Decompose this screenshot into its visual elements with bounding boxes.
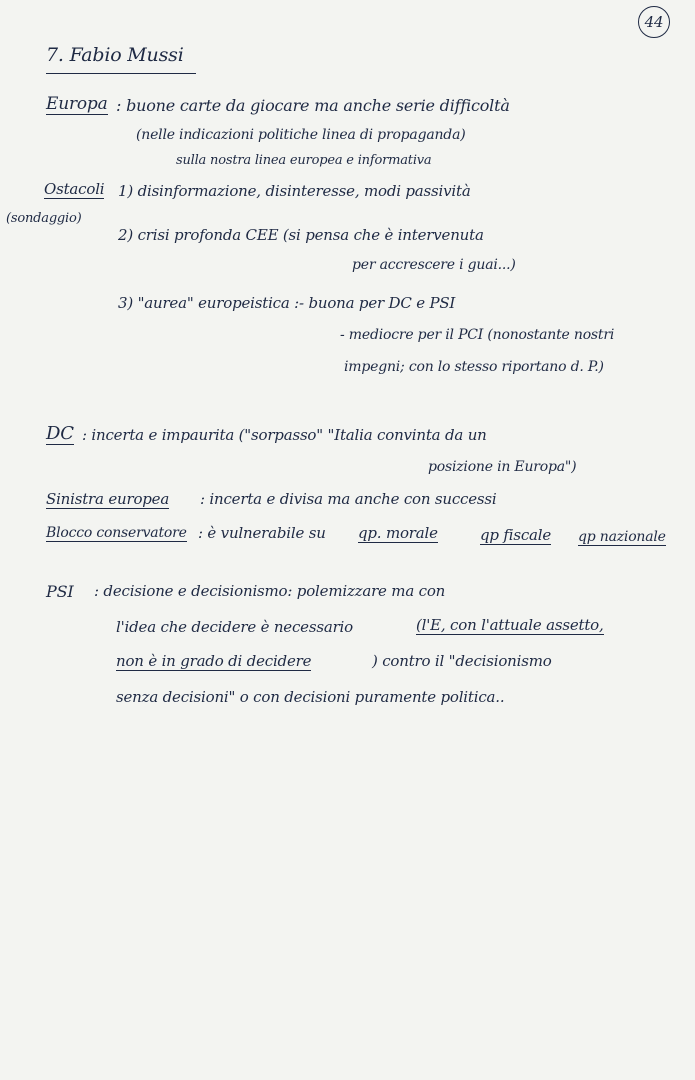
psi-line-2a: l'idea che decidere è necessario bbox=[116, 618, 353, 636]
blocco-line-1: : è vulnerabile su bbox=[198, 524, 326, 542]
blocco-question-fiscale: qp fiscale bbox=[480, 526, 552, 544]
europa-label: Europa bbox=[46, 94, 108, 114]
europa-line-2: (nelle indicazioni politiche linea di propaganda) bbox=[136, 127, 466, 143]
ostacoli-label: Ostacoli bbox=[44, 180, 105, 198]
ostacoli-item-2a: 2) crisi profonda CEE (si pensa che è intervenuta bbox=[118, 226, 484, 244]
ostacoli-item-1: 1) disinformazione, disinteresse, modi passività bbox=[118, 182, 471, 200]
psi-line-3b: ) contro il "decisionismo bbox=[372, 652, 552, 670]
blocco-question-nazionale: qp nazionale bbox=[578, 529, 666, 545]
psi-line-4: senza decisioni" o con decisioni puramente politica.. bbox=[116, 688, 505, 706]
ostacoli-item-3b: - mediocre per il PCI (nonostante nostri bbox=[340, 327, 615, 343]
blocco-label: Blocco conservatore bbox=[46, 525, 187, 541]
ostacoli-item-3c: impegni; con lo stesso riportano d. P.) bbox=[344, 359, 604, 375]
psi-line-2b: (l'E, con l'attuale assetto, bbox=[416, 616, 604, 634]
page-title: 7. Fabio Mussi bbox=[46, 46, 196, 74]
psi-label: PSI bbox=[46, 582, 74, 601]
ostacoli-item-2b: per accrescere i guai...) bbox=[352, 257, 516, 273]
ostacoli-item-3a: 3) "aurea" europeistica :- buona per DC e PSI bbox=[118, 294, 456, 312]
psi-line-3a: non è in grado di decidere bbox=[116, 652, 312, 670]
ostacoli-note: (sondaggio) bbox=[6, 211, 82, 226]
blocco-question-morale: qp. morale bbox=[358, 524, 438, 542]
psi-line-1: : decisione e decisionismo: polemizzare ma con bbox=[94, 582, 446, 600]
sinistra-line-1: : incerta e divisa ma anche con successi bbox=[200, 490, 497, 508]
europa-line-1: : buone carte da giocare ma anche serie difficoltà bbox=[116, 96, 510, 115]
europa-line-3: sulla nostra linea europea e informativa bbox=[176, 153, 432, 168]
page-number: 44 bbox=[638, 6, 670, 38]
dc-line-1: : incerta e impaurita ("sorpasso" "Italia convinta da un bbox=[82, 426, 487, 444]
dc-label: DC bbox=[46, 423, 74, 444]
dc-line-2: posizione in Europa") bbox=[428, 459, 577, 475]
sinistra-label: Sinistra europea bbox=[46, 490, 170, 508]
